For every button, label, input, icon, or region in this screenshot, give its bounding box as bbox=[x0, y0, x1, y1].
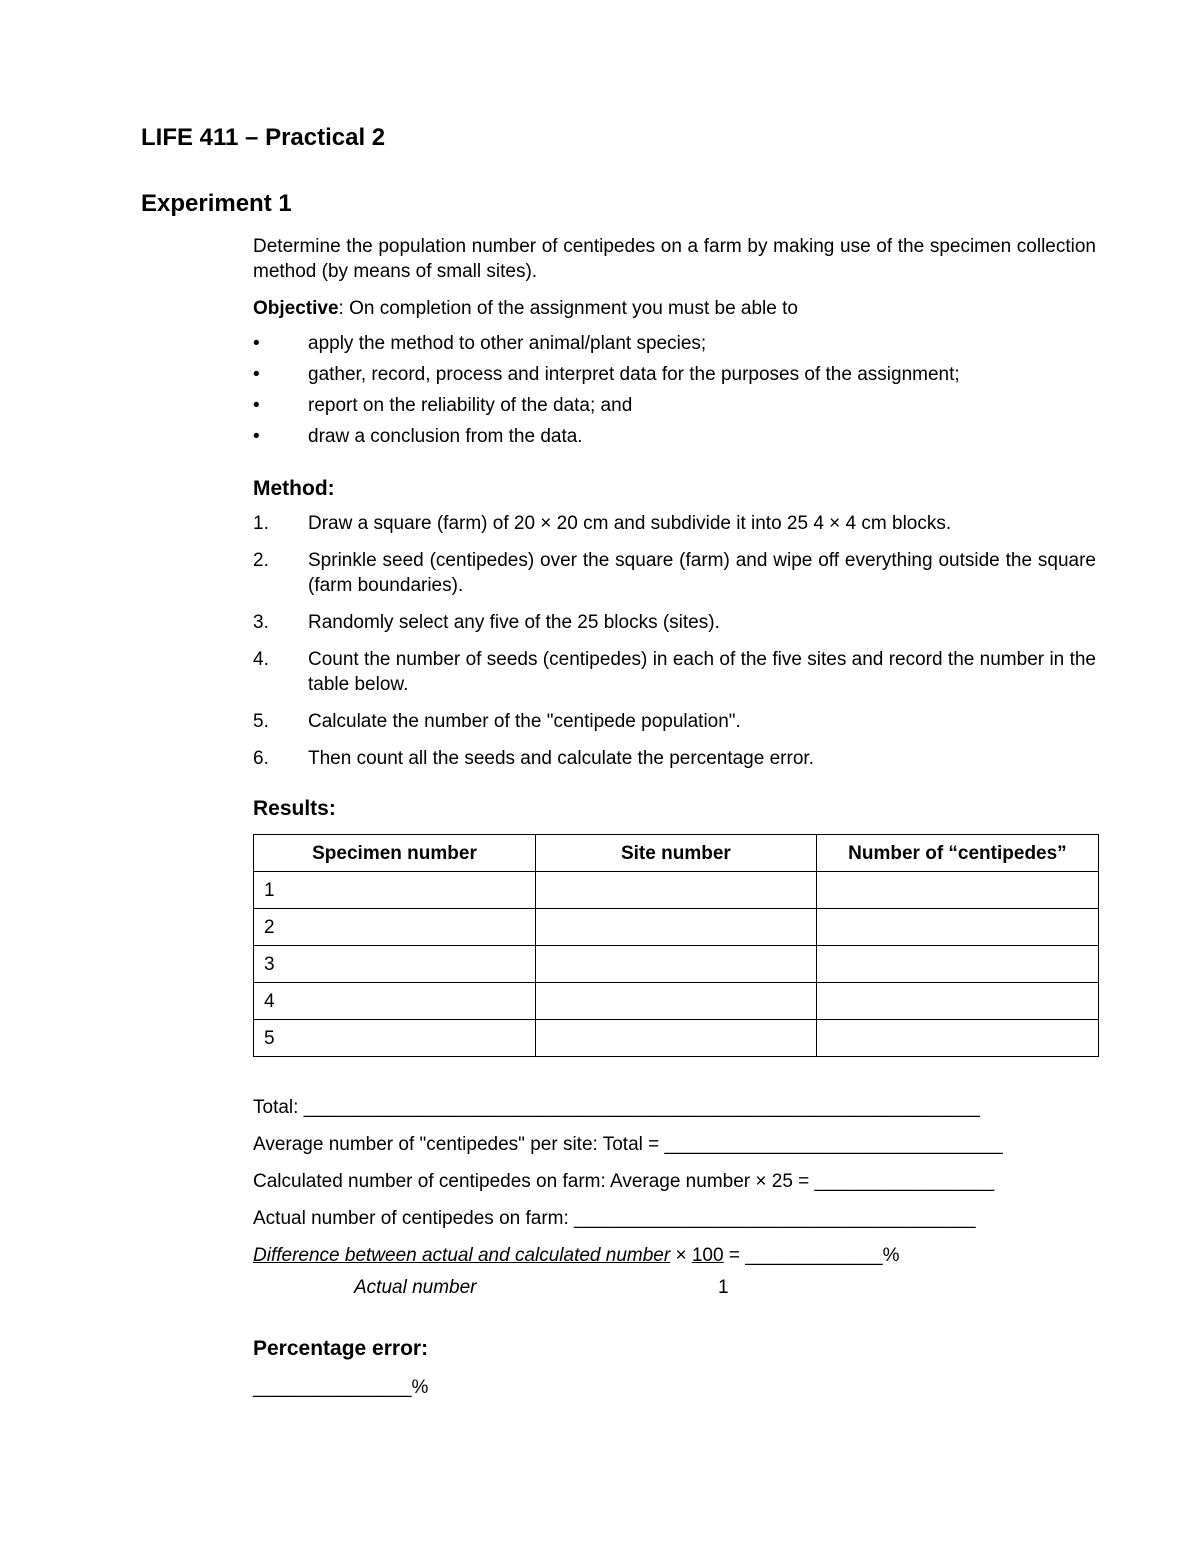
count-cell[interactable] bbox=[816, 946, 1098, 983]
table-header-row bbox=[254, 835, 1099, 872]
intro-paragraph: Determine the population number of centipedes on a farm by making use of the specimen collection method (by means of small sites). bbox=[253, 236, 1096, 282]
hundred-numerator: 100 bbox=[691, 1245, 724, 1266]
method-step: 4. Count the number of seeds (centipedes) in each of the five sites and record the number in the table below. bbox=[253, 649, 1096, 695]
site-cell[interactable] bbox=[535, 1020, 816, 1057]
bullet-icon: • bbox=[253, 364, 260, 385]
method-step: 1. Draw a square (farm) of 20 × 20 cm and subdivide it into 25 4 × 4 cm blocks. bbox=[253, 513, 952, 534]
method-step: 3. Randomly select any five of the 25 blocks (sites). bbox=[253, 612, 720, 633]
calculation-section bbox=[253, 1095, 1096, 1307]
specimen-cell: 5 bbox=[254, 1020, 536, 1057]
site-cell[interactable] bbox=[535, 909, 816, 946]
count-cell[interactable] bbox=[816, 983, 1098, 1020]
table-row bbox=[254, 909, 1099, 946]
difference-numerator: Difference between actual and calculated number bbox=[253, 1245, 671, 1266]
objective-list bbox=[253, 331, 1096, 455]
count-cell[interactable] bbox=[816, 872, 1098, 909]
table-row bbox=[254, 946, 1099, 983]
percentage-error-blank[interactable]: _______________% bbox=[253, 1377, 429, 1398]
total-line[interactable]: Total: ________________________________________________________________ bbox=[253, 1097, 980, 1118]
site-cell[interactable] bbox=[535, 872, 816, 909]
objective-label: Objective bbox=[253, 298, 339, 319]
calculated-number-line[interactable]: Calculated number of centipedes on farm: Average number × 25 = _________________ bbox=[253, 1171, 995, 1192]
header-site-number: Site number bbox=[535, 835, 816, 872]
specimen-cell: 4 bbox=[254, 983, 536, 1020]
actual-number-line[interactable]: Actual number of centipedes on farm: ______________________________________ bbox=[253, 1208, 976, 1229]
experiment-content bbox=[253, 234, 1096, 1400]
method-step: 6. Then count all the seeds and calculate the percentage error. bbox=[253, 748, 814, 769]
specimen-cell: 3 bbox=[254, 946, 536, 983]
bullet-icon: • bbox=[253, 395, 260, 416]
table-row bbox=[254, 1020, 1099, 1057]
count-cell[interactable] bbox=[816, 909, 1098, 946]
method-step: 2. Sprinkle seed (centipedes) over the square (farm) and wipe off everything outside the square (farm boundaries). bbox=[253, 550, 1096, 596]
one-denominator: 1 bbox=[718, 1277, 729, 1298]
site-cell[interactable] bbox=[535, 946, 816, 983]
table-row bbox=[254, 983, 1099, 1020]
objective-text: : On completion of the assignment you must be able to bbox=[338, 298, 798, 319]
list-item: • draw a conclusion from the data. bbox=[253, 426, 583, 447]
list-item: • report on the reliability of the data; and bbox=[253, 395, 633, 416]
specimen-cell: 1 bbox=[254, 872, 536, 909]
list-item: • gather, record, process and interpret data for the purposes of the assignment; bbox=[253, 364, 960, 385]
count-cell[interactable] bbox=[816, 1020, 1098, 1057]
header-number-of-centipedes: Number of “centipedes” bbox=[816, 835, 1098, 872]
header-specimen-number: Specimen number bbox=[254, 835, 536, 872]
specimen-cell: 2 bbox=[254, 909, 536, 946]
bullet-icon: • bbox=[253, 333, 260, 354]
objective-paragraph bbox=[253, 296, 1096, 321]
method-steps bbox=[253, 511, 1096, 771]
average-line[interactable]: Average number of "centipedes" per site: Total = ________________________________ bbox=[253, 1134, 1003, 1155]
bullet-icon: • bbox=[253, 426, 260, 447]
list-item: • apply the method to other animal/plant species; bbox=[253, 333, 707, 354]
document-title: LIFE 411 – Practical 2 bbox=[141, 124, 386, 151]
experiment-title: Experiment 1 bbox=[141, 190, 292, 217]
actual-number-denominator: Actual number bbox=[354, 1277, 477, 1298]
fraction-denominators bbox=[253, 1275, 1096, 1307]
results-heading: Results: bbox=[253, 797, 336, 820]
difference-answer-blank: = _____________% bbox=[723, 1245, 900, 1266]
method-step: 5. Calculate the number of the "centipede population". bbox=[253, 711, 741, 732]
site-cell[interactable] bbox=[535, 983, 816, 1020]
times-symbol: × bbox=[670, 1245, 692, 1266]
table-row bbox=[254, 872, 1099, 909]
results-table bbox=[253, 834, 1099, 1057]
percentage-error-heading: Percentage error: bbox=[253, 1337, 429, 1360]
method-heading: Method: bbox=[253, 477, 335, 500]
